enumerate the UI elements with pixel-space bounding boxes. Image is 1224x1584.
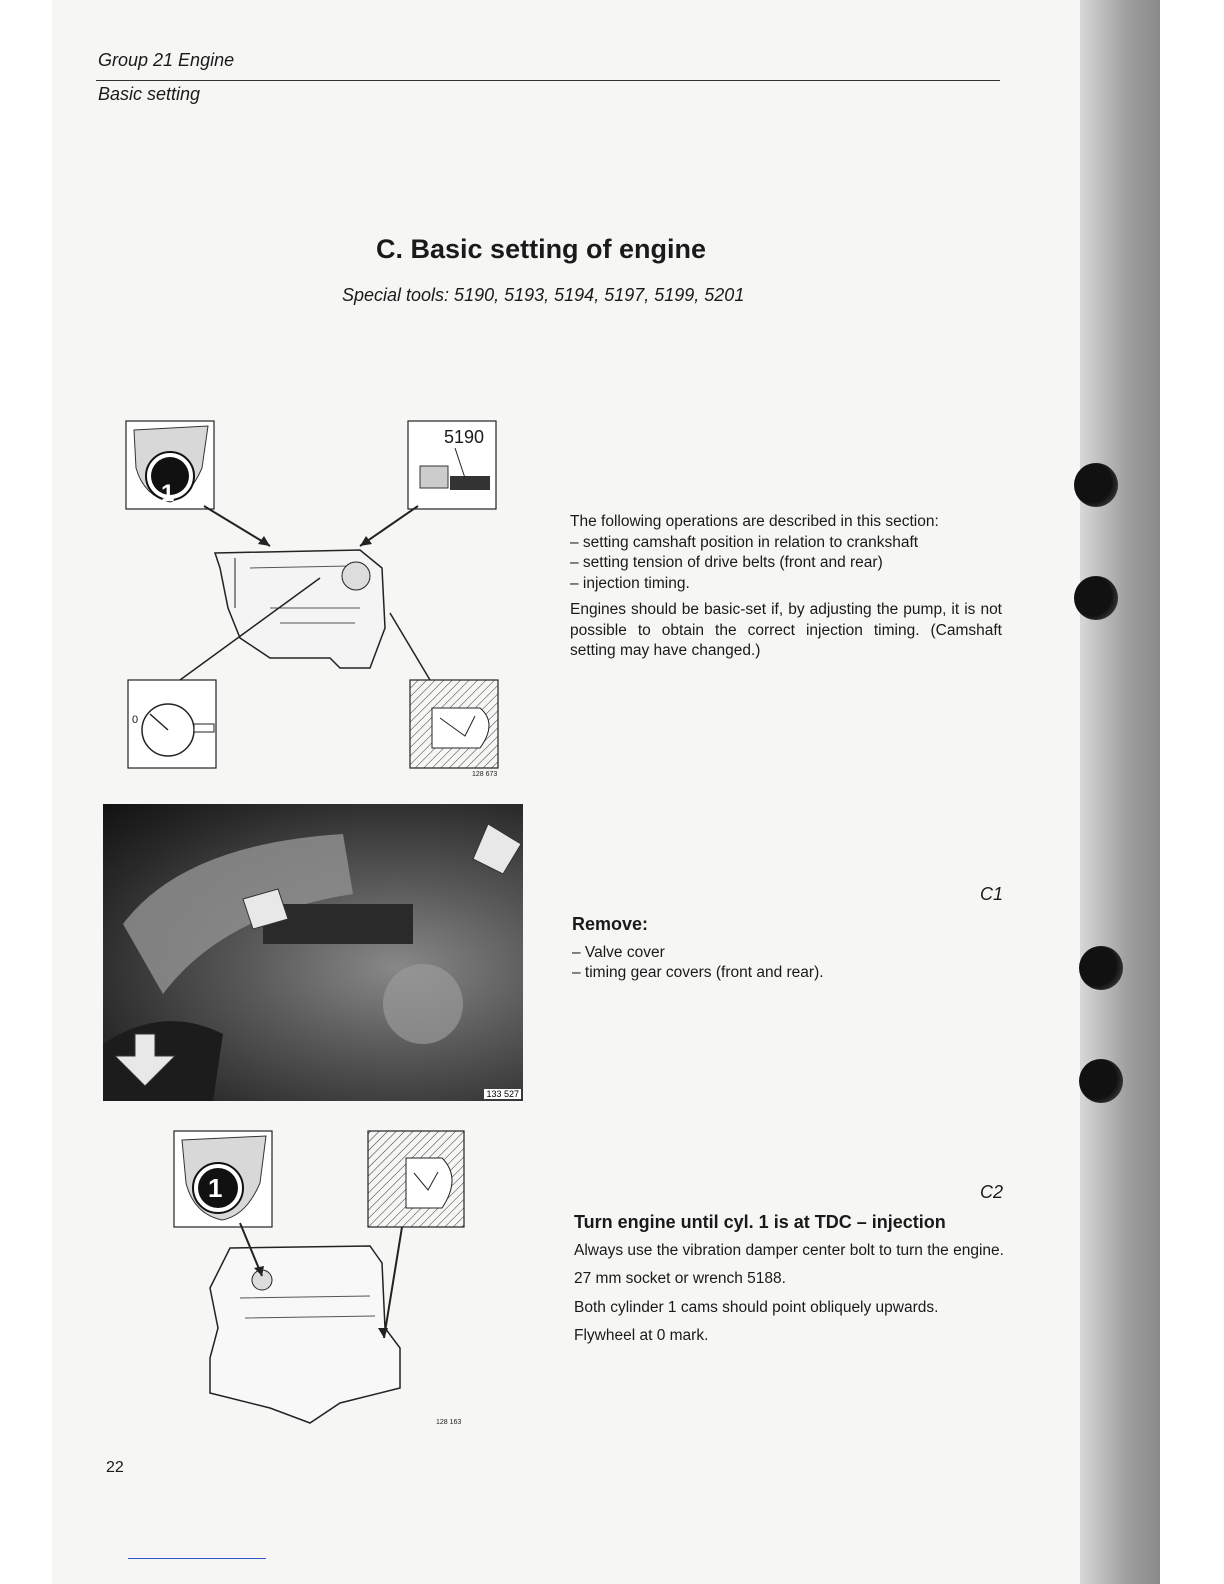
c2-paragraph: Always use the vibration damper center bolt to turn the engine.	[574, 1241, 1004, 1259]
tool-number-label: 5190	[444, 427, 485, 447]
page-edge-shadow	[1080, 0, 1160, 1584]
section-label-c1: C1	[980, 884, 1004, 904]
c2-paragraph: Both cylinder 1 cams should point obliquely upwards.	[574, 1298, 939, 1316]
page-title: C. Basic setting of engine	[376, 234, 707, 264]
photo-number: 133 527	[486, 1089, 519, 1099]
figure-number: 128 163	[436, 1419, 462, 1426]
tdc-diagram-figure	[170, 1128, 470, 1428]
section-label-c2: C2	[980, 1182, 1004, 1202]
engine-diagram-figure	[120, 418, 510, 783]
c1-item: – Valve cover	[572, 943, 665, 961]
binder-hole	[1079, 946, 1123, 990]
intro-item: – setting tension of drive belts (front and rear)	[570, 554, 883, 571]
header-divider	[96, 80, 1000, 81]
c1-heading: Remove:	[572, 914, 649, 934]
c2-text	[574, 1212, 1004, 1347]
cylinder-badge: 1	[208, 1173, 223, 1203]
page-number: 22	[106, 1459, 124, 1476]
page-margin	[1160, 0, 1224, 1584]
special-tools: Special tools: 5190, 5193, 5194, 5197, 5199, 5201	[342, 285, 745, 305]
link-underline[interactable]	[128, 1558, 266, 1559]
dial-zero-mark: 0	[132, 714, 139, 726]
c1-item: – timing gear covers (front and rear).	[572, 964, 824, 981]
header-group: Group 21 Engine	[98, 50, 235, 70]
binder-hole	[1074, 576, 1118, 620]
intro-text	[570, 512, 1002, 662]
binder-hole	[1079, 1059, 1123, 1103]
intro-item: – setting camshaft position in relation to crankshaft	[570, 533, 919, 551]
c2-paragraph: 27 mm socket or wrench 5188.	[574, 1270, 786, 1287]
c2-heading: Turn engine until cyl. 1 is at TDC – injection	[574, 1212, 946, 1232]
figure-number: 128 673	[472, 771, 498, 778]
header-section: Basic setting	[98, 84, 201, 104]
cylinder-badge: 1	[161, 480, 175, 507]
c2-paragraph: Flywheel at 0 mark.	[574, 1327, 709, 1344]
engine-photo	[103, 804, 523, 1101]
intro-note: Engines should be basic-set if, by adjusting the pump, it is not possible to obtain the correct injection timing. (Camshaft setting may have changed.)	[570, 601, 1002, 659]
intro-item: – injection timing.	[570, 574, 690, 592]
binder-hole	[1074, 463, 1118, 507]
intro-lead: The following operations are described in this section:	[570, 513, 939, 530]
c1-text	[572, 914, 1002, 984]
